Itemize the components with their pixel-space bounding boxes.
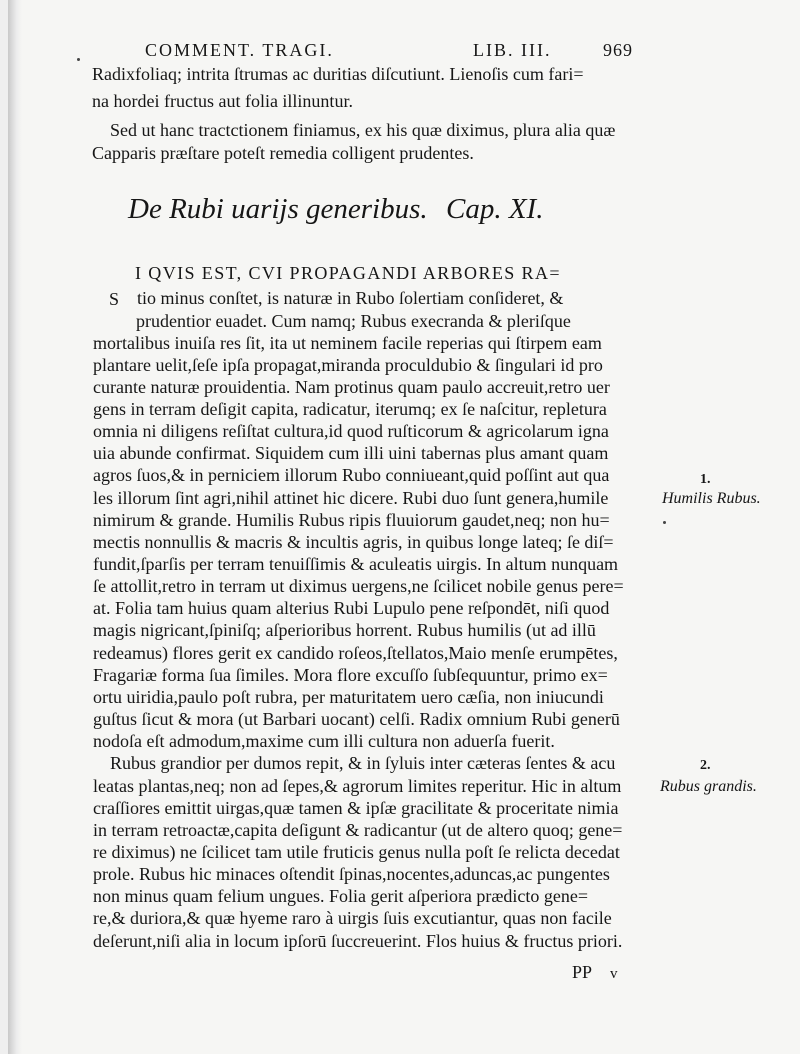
margin-number-1: 1. — [700, 472, 711, 487]
page-gutter-shadow — [8, 0, 22, 1054]
text-line: redeamus) flores gerit ex candido roſeos,ſtellatos,Maio menſe erumpētes, — [93, 643, 618, 663]
text-line: nimirum & grande. Humilis Rubus ripis fluuiorum gaudet,neq; non hu= — [93, 510, 610, 530]
signature-number: v — [610, 966, 618, 982]
text-line: na hordei fructus aut folia illinuntur. — [92, 91, 353, 111]
margin-note-humilis: Humilis Rubus. — [662, 490, 761, 507]
text-line: agros ſuos,& in perniciem illorum Rubo conniueant,quid poſſint aut qua — [93, 465, 610, 485]
text-line: at. Folia tam huius quam alterius Rubi Lupulo pene reſpondēt, niſi quod — [93, 598, 610, 618]
text-line: prole. Rubus hic minaces oſtendit ſpinas,nocentes,aduncas,ac pungentes — [93, 864, 610, 884]
chapter-heading — [128, 193, 544, 226]
text-line: ortu uiridia,paulo poſt rubra, per maturitatem uero cæſia, non iniucundi — [93, 687, 604, 707]
chapter-title: De Rubi uarijs generibus. — [128, 193, 428, 225]
text-line: Capparis præſtare poteſt remedia colligent prudentes. — [92, 143, 474, 163]
text-line: mectis nonnullis & macris & incultis agris, in quibus longe lateq; ſe diſ= — [93, 532, 614, 552]
text-line: non minus quam felium ungues. Folia gerit aſperiora prædicto gene= — [93, 886, 589, 906]
text-line: in terram retroactæ,capita deſigunt & radicantur (ut de altero quoq; gene= — [93, 820, 623, 840]
text-line: craſſiores emittit uirgas,quæ tamen & ipſæ gracilitate & proceritate nimia — [93, 798, 619, 818]
chapter-number: Cap. XI. — [446, 193, 544, 225]
text-line: Fragariæ forma ſua ſimiles. Mora flore excuſſo ſubſequuntur, primo ex= — [93, 665, 608, 685]
folio-number: 969 — [603, 40, 633, 60]
text-line: curante naturæ prouidentia. Nam protinus quam paulo accreuit,retro uer — [93, 377, 610, 397]
text-line: prudentior euadet. Cum namq; Rubus execranda & pleriſque — [136, 311, 571, 331]
text-line: magis nigricant,ſpiniſq; aſperioribus horrent. Rubus humilis (ut ad illū — [93, 620, 596, 640]
text-line: plantare uelit,ſeſe ipſa propagat,miranda proculdubio & ſingulari id pro — [93, 355, 603, 375]
text-line: tio minus conſtet, is naturæ in Rubo ſolertiam conſideret, & — [137, 288, 564, 308]
text-line: guſtus ſicut & mora (ut Barbari uocant) celſi. Radix omnium Rubi generū — [93, 709, 620, 729]
text-line: Sed ut hanc tractctionem finiamus, ex his quæ diximus, plura alia quæ — [110, 120, 616, 140]
text-line: uia abunde confirmat. Siquidem cum illi uini tabernas plus amant quam — [93, 443, 609, 463]
drop-capital: S — [109, 289, 120, 309]
text-line: deſerunt,niſi alia in locum ipſorū ſuccreuerint. Flos huius & fructus priori. — [93, 931, 623, 951]
text-line: leatas plantas,neq; non ad ſepes,& agrorum limites reperitur. Hic in altum — [93, 776, 622, 796]
opening-line: I QVIS EST, CVI PROPAGANDI ARBORES RA= — [135, 263, 561, 283]
text-line: re,& duriora,& quæ hyeme raro à uirgis ſuis excutiantur, quas non facile — [93, 908, 612, 928]
text-line: Rubus grandior per dumos repit, & in ſyluis inter cæteras ſentes & acu — [110, 753, 616, 773]
text-line: nodoſa eſt admodum,maxime cum illi cultura non aduerſa fuerit. — [93, 731, 555, 751]
text-line: omnia ni diligens reſiſtat cultura,id quod ruſticorum & agricolarum igna — [93, 421, 609, 441]
text-line: ſe attollit,retro in terram ut diximus uergens,ne ſcilicet nobile genus pere= — [93, 576, 624, 596]
book-number: LIB. III. — [473, 40, 552, 60]
text-line: mortalibus inuiſa res ſit, ita ut neminem facile reperias qui ſtirpem eam — [93, 333, 602, 353]
margin-number-2: 2. — [700, 758, 711, 773]
text-line: re diximus) ne ſcilicet tam utile fruticis genus nulla poſt ſe relicta decedat — [93, 842, 620, 862]
signature-letters: PP — [572, 962, 593, 982]
text-line: les illorum ſint agri,nihil attinet hic dicere. Rubi duo ſunt genera,humile — [93, 488, 609, 508]
text-line: fundit,ſparſis per terram tenuiſſimis & aculeatis uirgis. In altum nunquam — [93, 554, 619, 574]
margin-note-grandis: Rubus grandis. — [660, 778, 757, 795]
running-title: COMMENT. TRAGI. — [145, 40, 334, 60]
text-line: gens in terram deſigit capita, radicatur, iterumq; ex ſe naſcitur, repletura — [93, 399, 607, 419]
ink-speck — [77, 58, 80, 61]
text-line: Radixfoliaq; intrita ſtrumas ac duritias diſcutiunt. Lienoſis cum fari= — [92, 64, 584, 84]
ink-speck — [663, 521, 666, 524]
signature-mark — [572, 962, 618, 983]
